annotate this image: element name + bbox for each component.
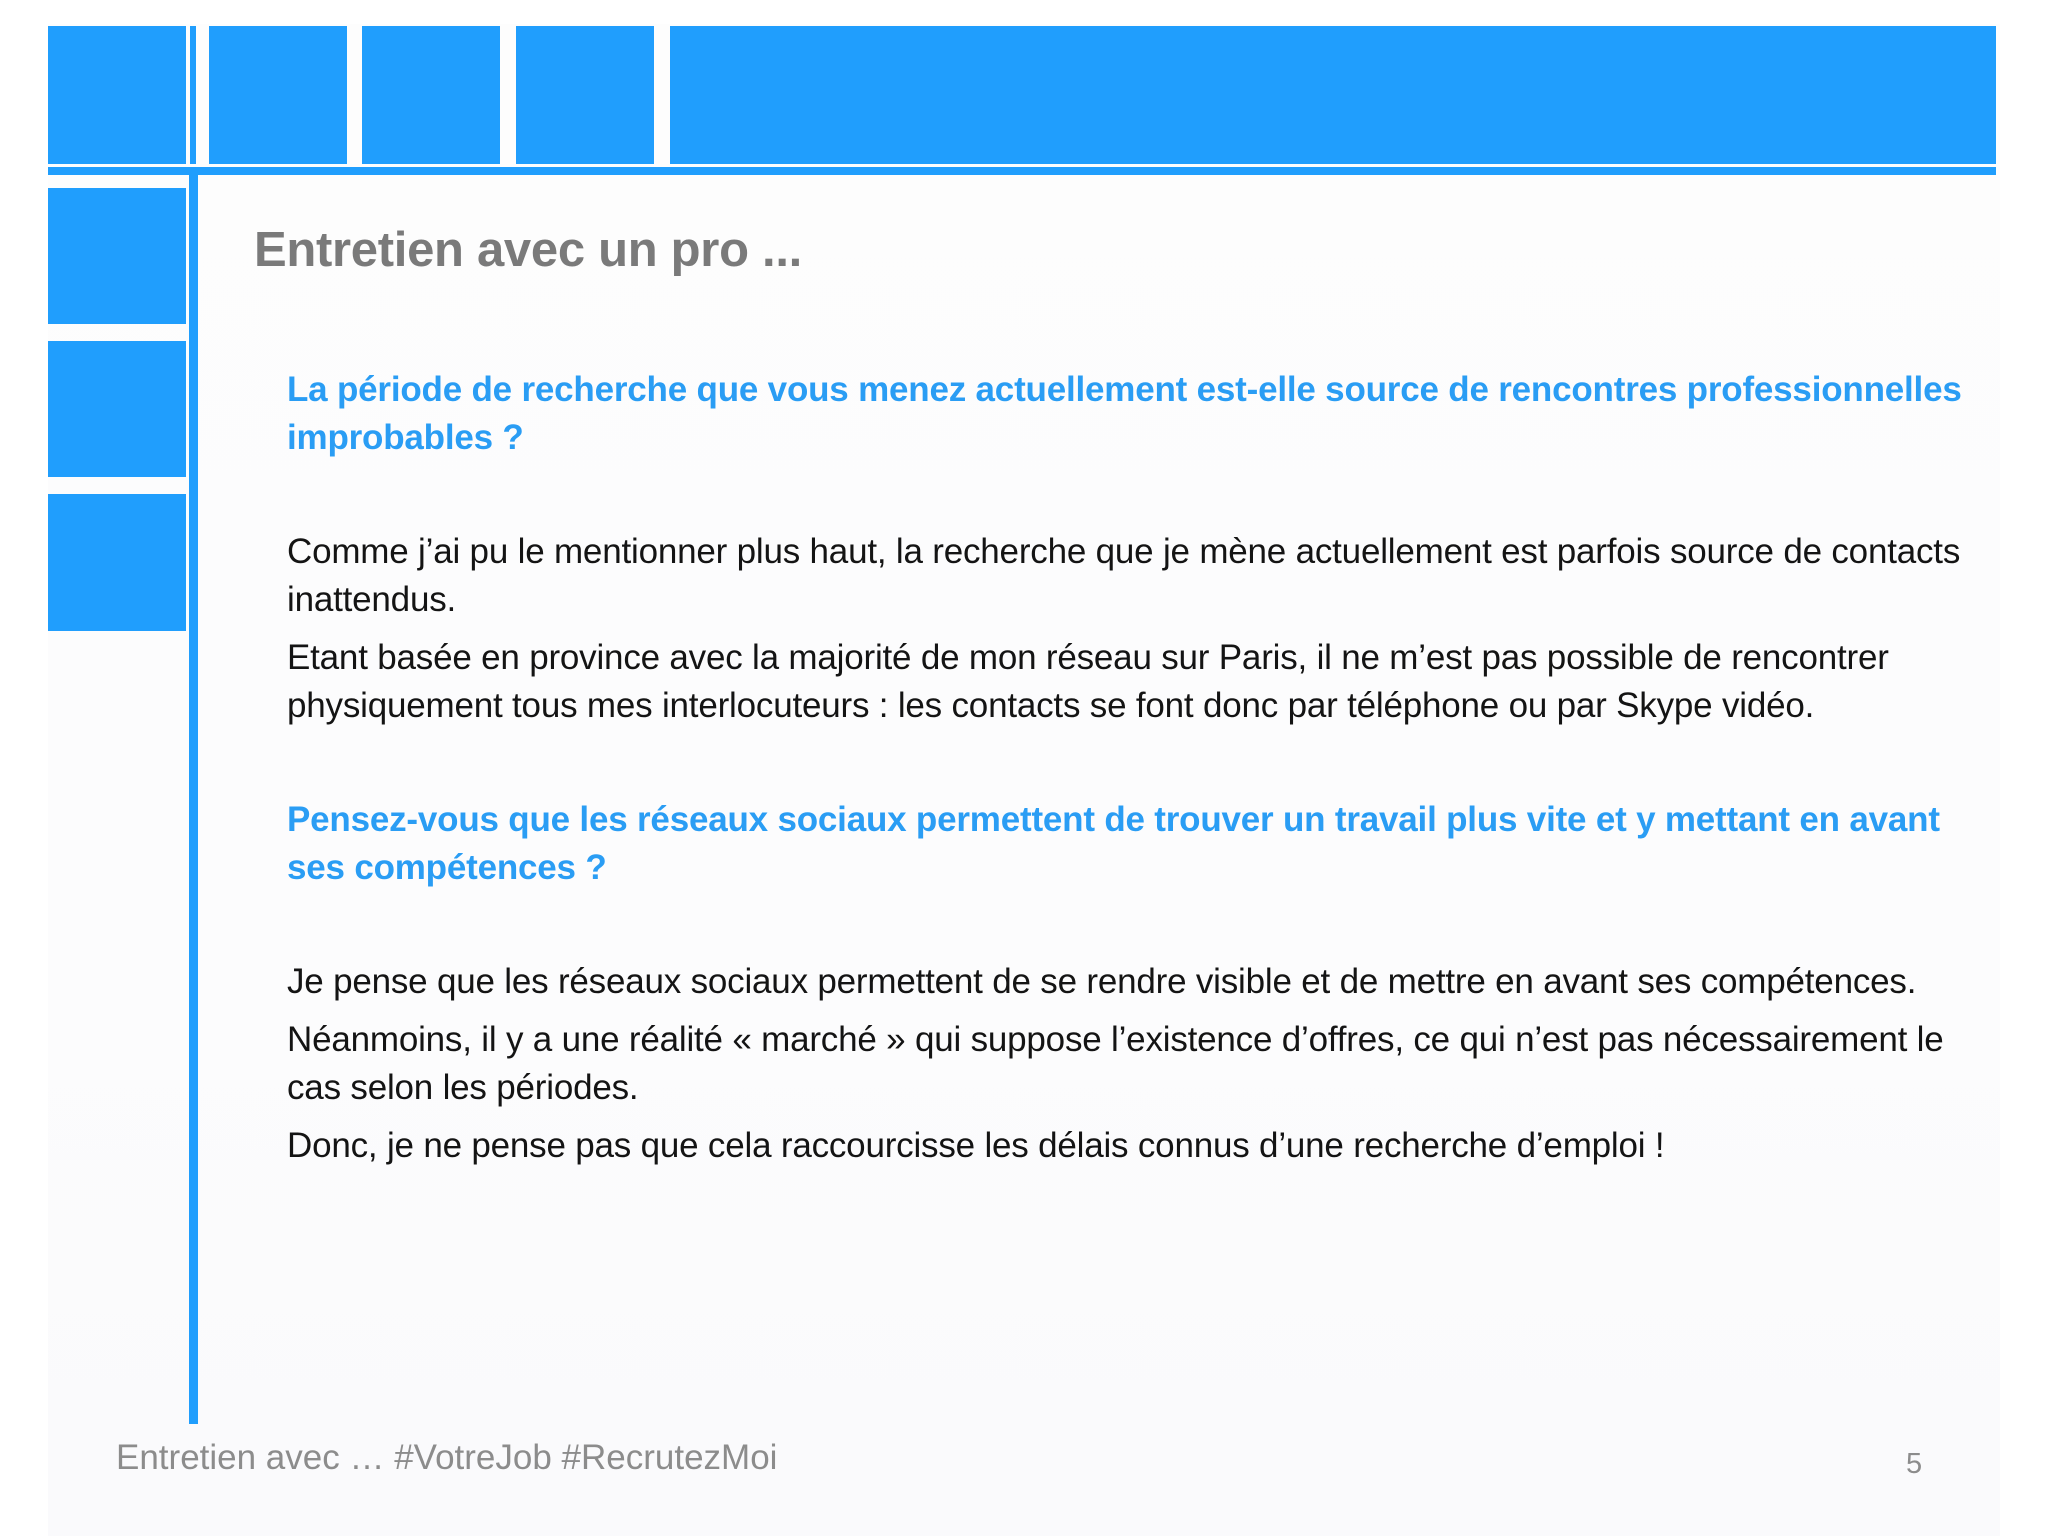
page-number: 5 (1906, 1448, 1923, 1480)
answer-2-paragraph-1: Je pense que les réseaux sociaux permettent de se rendre visible et de mettre en avant ses compétences. (287, 962, 1917, 1001)
slide-content (287, 366, 1999, 1170)
question-1: La période de recherche que vous menez actuellement est-elle source de rencontres professionnelles improbables ? (287, 370, 1962, 457)
header-block-3 (362, 26, 500, 164)
side-block-3 (48, 494, 186, 631)
question-2: Pensez-vous que les réseaux sociaux permettent de trouver un travail plus vite et y mettant en avant ses compétences ? (287, 800, 1940, 887)
header-block-2 (209, 26, 347, 164)
side-block-1 (48, 188, 186, 324)
side-rule (189, 175, 198, 1424)
header-divider-line (190, 26, 196, 164)
header-block-4 (516, 26, 654, 164)
answer-1-paragraph-2: Etant basée en province avec la majorité de mon réseau sur Paris, il ne m’est pas possible de rencontrer physiquement tous mes interlocuteurs : les contacts se font donc par téléphone ou par Skype vidéo. (287, 638, 1889, 725)
header-block-1 (48, 26, 186, 164)
answer-2-paragraph-3: Donc, je ne pense pas que cela raccourcisse les délais connus d’une recherche d’emploi ! (287, 1126, 1665, 1165)
answer-1-paragraph-1: Comme j’ai pu le mentionner plus haut, la recherche que je mène actuellement est parfois source de contacts inattendus. (287, 532, 1961, 619)
header-banner (670, 26, 1996, 164)
footer-text: Entretien avec … #VotreJob #RecrutezMoi (116, 1438, 778, 1477)
answer-2-paragraph-2: Néanmoins, il y a une réalité « marché » qui suppose l’existence d’offres, ce qui n’est pas nécessairement le cas selon les périodes. (287, 1020, 1944, 1107)
header-rule (48, 167, 1996, 175)
side-block-2 (48, 341, 186, 477)
slide-title: Entretien avec un pro ... (254, 223, 802, 277)
